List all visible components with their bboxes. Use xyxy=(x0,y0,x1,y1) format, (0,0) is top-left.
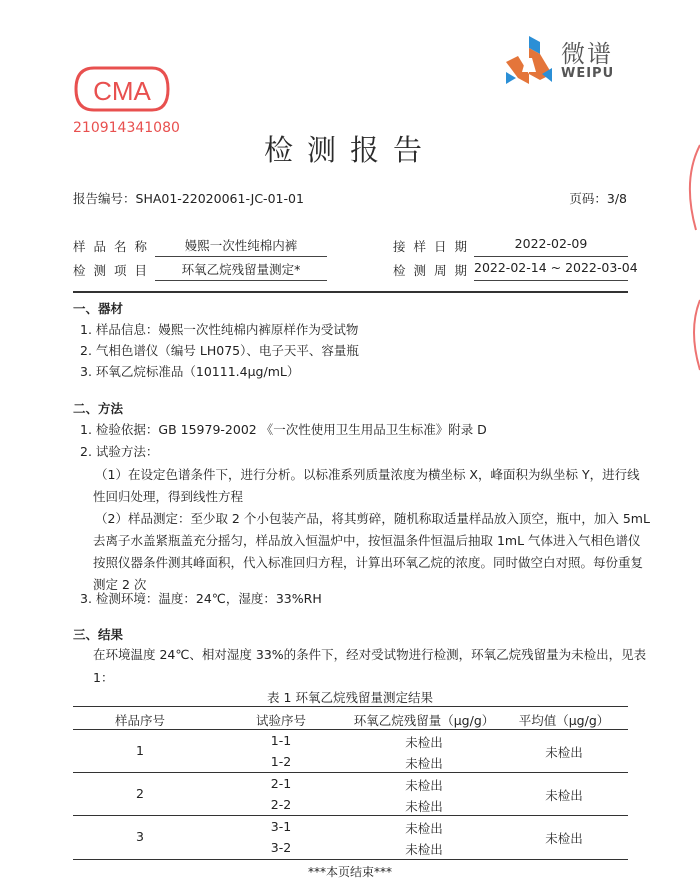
trial-number-cell: 1-2 xyxy=(270,754,292,769)
row-divider xyxy=(73,772,628,773)
column-header: 样品序号 xyxy=(114,713,165,728)
seal-fragment xyxy=(670,140,700,380)
page-title: 检测报告 xyxy=(263,133,436,167)
sample-number-cell: 1 xyxy=(136,743,144,758)
receive-date-label: 接样日期 xyxy=(393,239,476,254)
report-number: 报告编号：SHA01-22020061-JC-01-01 xyxy=(73,191,304,206)
brand-en: WEIPU xyxy=(561,66,615,81)
page-number: 页码：3/8 xyxy=(569,191,627,206)
average-value-cell: 未检出 xyxy=(545,831,583,846)
residue-value-cell: 未检出 xyxy=(405,799,443,814)
column-header: 平均值（μg/g） xyxy=(518,713,610,728)
section1-heading: 一、器材 xyxy=(73,301,124,316)
trial-number-cell: 2-2 xyxy=(270,797,292,812)
sample-number-cell: 3 xyxy=(136,829,144,844)
paragraph-line: 1： xyxy=(93,670,114,685)
column-header: 试验序号 xyxy=(255,713,306,728)
divider xyxy=(73,291,628,293)
average-value-cell: 未检出 xyxy=(545,745,583,760)
residue-value-cell: 未检出 xyxy=(405,778,443,793)
trial-number-cell: 3-2 xyxy=(270,840,292,855)
section2-heading: 二、方法 xyxy=(73,401,124,416)
cma-logo xyxy=(72,64,172,114)
test-period-label: 检测周期 xyxy=(393,263,476,278)
brand-cn: 微谱 xyxy=(561,40,613,68)
sample-name-label: 样品名称 xyxy=(73,239,156,254)
section3-heading: 三、结果 xyxy=(73,627,124,642)
receive-date: 2022-02-09 xyxy=(474,236,628,257)
paragraph-line: 在环境温度 24℃、相对湿度 33%的条件下，经对受试物进行检测，环氧乙烷残留量为未检出，见表 xyxy=(93,647,647,662)
list-item: 3. 环氧乙烷标准品（10111.4μg/mL） xyxy=(80,364,300,379)
list-item: 2. 气相色谱仪（编号 LH075）、电子天平、容量瓶 xyxy=(80,343,359,358)
paragraph-line: 按照仪器条件测其峰面积，代入标准回归方程，计算出环氧乙烷的浓度。同时做空白对照。每份重复 xyxy=(93,555,644,570)
residue-value-cell: 未检出 xyxy=(405,735,443,750)
residue-value-cell: 未检出 xyxy=(405,756,443,771)
table-caption: 表 1 环氧乙烷残留量测定结果 xyxy=(267,690,433,705)
paragraph-line: （1）在设定色谱条件下，进行分析。以标准系列质量浓度为横坐标 X，峰面积为纵坐标 Y，进行线 xyxy=(95,467,640,482)
list-item: 1. 样品信息：嫚熙一次性纯棉内裤原样作为受试物 xyxy=(80,322,359,337)
residue-value-cell: 未检出 xyxy=(405,842,443,857)
paragraph-line: 测定 2 次 xyxy=(93,577,147,592)
test-item: 环氧乙烷残留量测定* xyxy=(155,260,327,281)
trial-number-cell: 2-1 xyxy=(270,776,292,791)
test-period: 2022-02-14 ~ 2022-03-04 xyxy=(474,260,628,281)
sample-number-cell: 2 xyxy=(136,786,144,801)
trial-number-cell: 3-1 xyxy=(270,819,292,834)
column-header: 环氧乙烷残留量（μg/g） xyxy=(353,713,495,728)
paragraph-line: （2）样品测定：至少取 2 个小包装产品，将其剪碎，随机称取适量样品放入顶空，瓶中，加入 5mL xyxy=(95,511,650,526)
end-note: ***本页结束*** xyxy=(307,865,392,879)
row-divider xyxy=(73,815,628,816)
list-item: 3. 检测环境：温度：24℃，湿度：33%RH xyxy=(80,591,322,606)
sample-name: 嫚熙一次性纯棉内裤 xyxy=(155,236,327,257)
paragraph-line: 性回归处理，得到线性方程 xyxy=(93,489,244,504)
list-item: 1. 检验依据：GB 15979-2002 《一次性使用卫生用品卫生标准》附录 D xyxy=(80,422,487,437)
test-item-label: 检测项目 xyxy=(73,263,156,278)
paragraph-line: 去离子水盖紧瓶盖充分摇匀，样品放入恒温炉中，按恒温条件恒温后抽取 1mL 气体进入气相色谱仪 xyxy=(93,533,641,548)
weipu-logo-icon xyxy=(504,34,554,86)
cma-logo-text: CMA xyxy=(93,76,151,106)
trial-number-cell: 1-1 xyxy=(270,733,292,748)
list-item: 2. 试验方法： xyxy=(80,444,159,459)
cma-number: 210914341080 xyxy=(73,120,180,136)
residue-value-cell: 未检出 xyxy=(405,821,443,836)
average-value-cell: 未检出 xyxy=(545,788,583,803)
